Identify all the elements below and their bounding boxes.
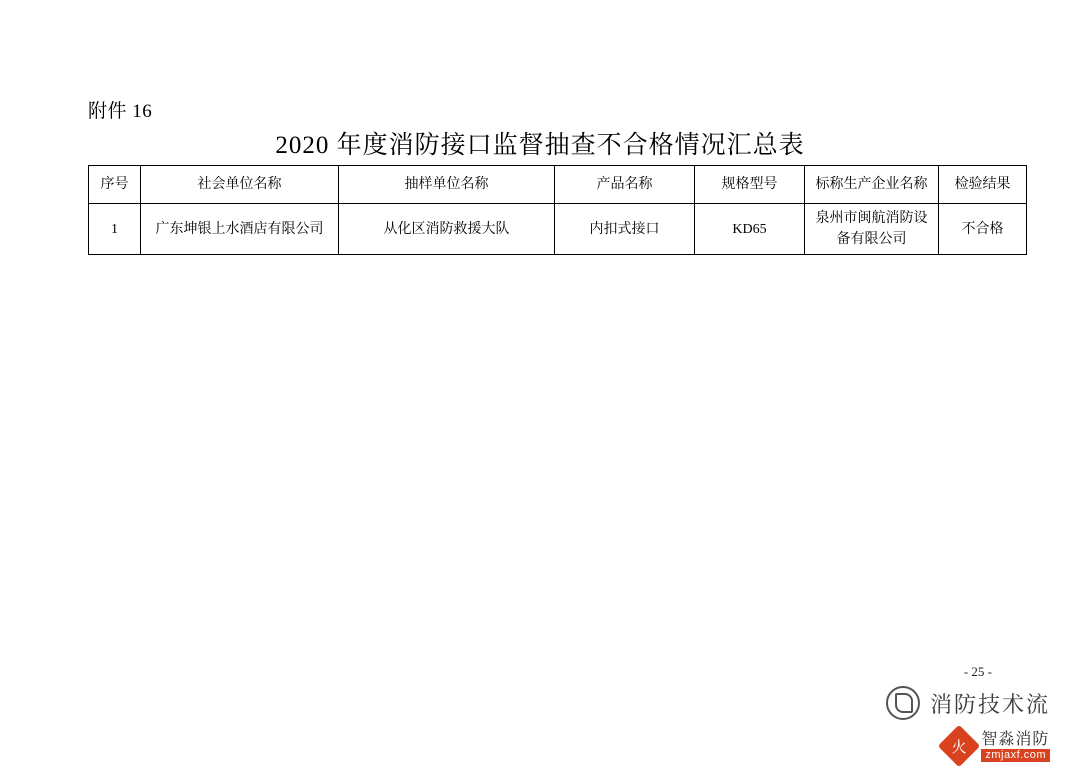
flame-logo-glyph: 火 (951, 738, 967, 756)
attachment-label: 附件 16 (88, 101, 153, 122)
footer-logo-texts (981, 731, 1050, 762)
footer-brand-label: 消防技术流 (929, 691, 1050, 717)
footer-logo (944, 731, 1050, 762)
cell-product-name: 内扣式接口 (555, 204, 695, 255)
footer-logo-name: 智淼消防 (981, 730, 1050, 748)
footer-logo-url: zmjaxf.com (981, 749, 1050, 762)
page-number: - 25 - (963, 664, 992, 679)
column-header-sampling-unit: 抽样单位名称 (339, 166, 555, 204)
column-header-manufacturer: 标称生产企业名称 (805, 166, 939, 204)
page-title: 2020 年度消防接口监督抽查不合格情况汇总表 (275, 132, 805, 159)
summary-table (88, 165, 1027, 255)
column-header-index: 序号 (89, 166, 141, 204)
flame-circle-icon (886, 686, 920, 720)
cell-model: KD65 (695, 204, 805, 255)
cell-sampling-unit: 从化区消防救援大队 (339, 204, 555, 255)
table-header-row (89, 166, 1027, 204)
column-header-result: 检验结果 (939, 166, 1027, 204)
cell-unit-name: 广东坤银上水酒店有限公司 (141, 204, 339, 255)
table-body (89, 204, 1027, 255)
footer-brand (886, 686, 1050, 720)
table-row (89, 204, 1027, 255)
cell-result: 不合格 (939, 204, 1027, 255)
table-header (89, 166, 1027, 204)
column-header-model: 规格型号 (695, 166, 805, 204)
flame-logo-icon (938, 725, 980, 767)
cell-manufacturer: 泉州市闽航消防设备有限公司 (805, 204, 939, 255)
column-header-product-name: 产品名称 (555, 166, 695, 204)
cell-index: 1 (89, 204, 141, 255)
column-header-unit-name: 社会单位名称 (141, 166, 339, 204)
